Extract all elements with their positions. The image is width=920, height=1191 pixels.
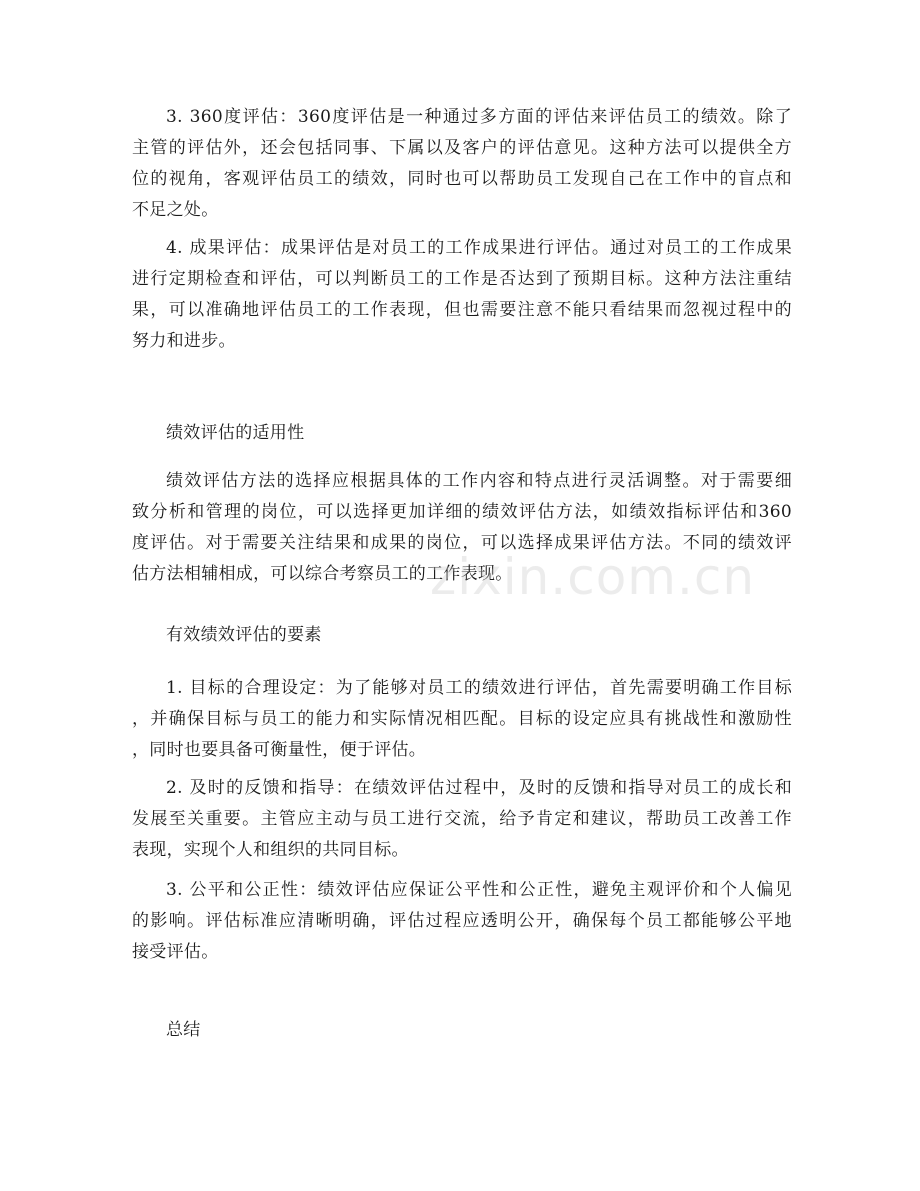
- paragraph-line: 1. 目标的合理设定：为了能够对员工的绩效进行评估，首先需要明确工作目标: [166, 678, 792, 698]
- paragraph-line: 的影响。评估标准应清晰明确，评估过程应透明公开，确保每个员工都能够公平地: [132, 911, 792, 931]
- paragraph-line: 致分析和管理的岗位，可以选择更加详细的绩效评估方法，如绩效指标评估和360: [132, 502, 792, 522]
- paragraph-line: ，同时也要具备可衡量性，便于评估。: [132, 740, 427, 760]
- paragraph-line: 2. 及时的反馈和指导：在绩效评估过程中，及时的反馈和指导对员工的成长和: [166, 778, 792, 798]
- paragraph-line: 不足之处。: [132, 200, 219, 220]
- paragraph-line: ，并确保目标与员工的能力和实际情况相匹配。目标的设定应具有挑战性和激励性: [132, 709, 792, 729]
- paragraph-line: 位的视角，客观评估员工的绩效，同时也可以帮助员工发现自己在工作中的盲点和: [132, 169, 792, 189]
- paragraph-fairness: [132, 875, 792, 968]
- paragraph-line: 估方法相辅相成，可以综合考察员工的工作表现。: [132, 564, 513, 584]
- section-heading-applicability: 绩效评估的适用性: [166, 423, 305, 443]
- paragraph-line: 努力和进步。: [132, 331, 236, 351]
- section-heading-elements: 有效绩效评估的要素: [166, 625, 322, 645]
- section-heading-summary: 总结: [166, 1020, 201, 1040]
- paragraph-line: 3. 360度评估：360度评估是一种通过多方面的评估来评估员工的绩效。除了: [166, 107, 792, 127]
- paragraph-feedback: [132, 773, 792, 866]
- paragraph-line: 接受评估。: [132, 942, 219, 962]
- paragraph-line: 果，可以准确地评估员工的工作表现，但也需要注意不能只看结果而忽视过程中的: [132, 300, 792, 320]
- paragraph-line: 表现，实现个人和组织的共同目标。: [132, 840, 409, 860]
- paragraph-line: 发展至关重要。主管应主动与员工进行交流，给予肯定和建议，帮助员工改善工作: [132, 809, 792, 829]
- paragraph-applicability: [132, 466, 792, 590]
- paragraph-line: 4. 成果评估：成果评估是对员工的工作成果进行评估。通过对员工的工作成果: [166, 238, 792, 258]
- paragraph-result-evaluation: [132, 233, 792, 357]
- paragraph-line: 3. 公平和公正性：绩效评估应保证公平性和公正性，避免主观评价和个人偏见: [166, 880, 792, 900]
- paragraph-360-evaluation: [132, 102, 792, 226]
- paragraph-line: 主管的评估外，还会包括同事、下属以及客户的评估意见。这种方法可以提供全方: [132, 138, 792, 158]
- paragraph-line: 绩效评估方法的选择应根据具体的工作内容和特点进行灵活调整。对于需要细: [166, 471, 792, 491]
- watermark-text: zixin.com.cn: [430, 548, 756, 606]
- paragraph-line: 进行定期检查和评估，可以判断员工的工作是否达到了预期目标。这种方法注重结: [132, 269, 792, 289]
- paragraph-line: 度评估。对于需要关注结果和成果的岗位，可以选择成果评估方法。不同的绩效评: [132, 533, 792, 553]
- paragraph-goal-setting: [132, 673, 792, 766]
